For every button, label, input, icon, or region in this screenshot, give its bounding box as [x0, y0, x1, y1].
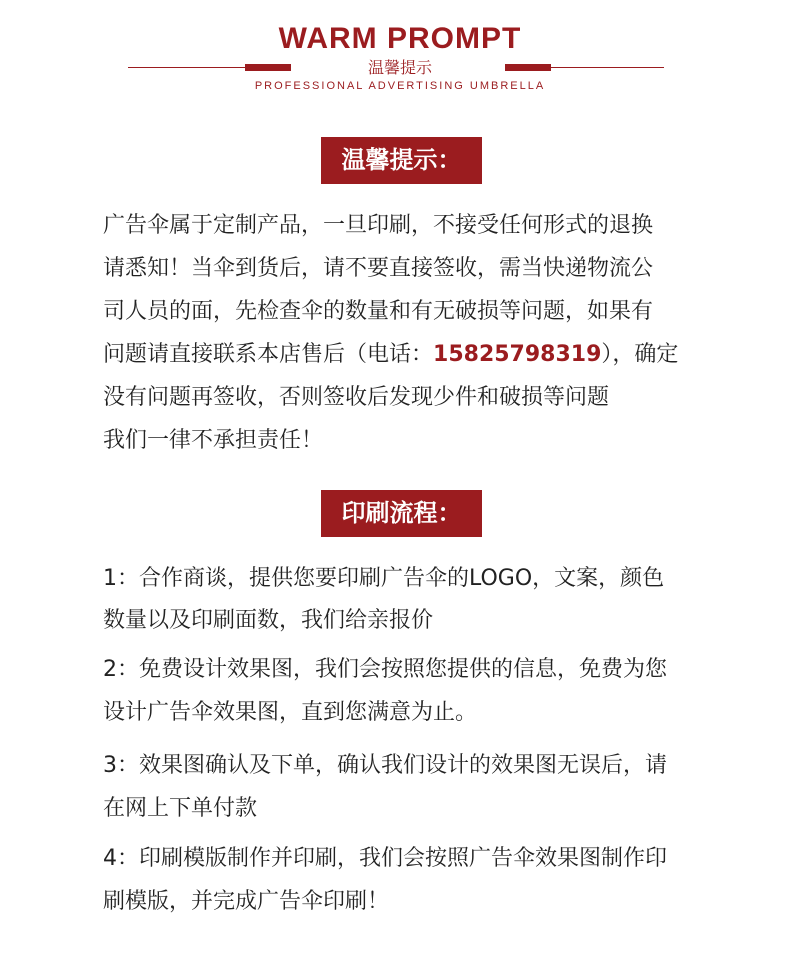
process-step-line: 1：合作商谈，提供您要印刷广告伞的LOGO，文案，颜色 [103, 566, 665, 591]
process-step-line: 2：免费设计效果图，我们会按照您提供的信息，免费为您 [103, 657, 667, 682]
process-step-line: 4：印刷模版制作并印刷，我们会按照广告伞效果图制作印 [103, 846, 667, 871]
warm-tip-line: 我们一律不承担责任！ [103, 428, 324, 453]
warm-tip-line: 司人员的面，先检查伞的数量和有无破损等问题，如果有 [103, 299, 654, 324]
process-step-line: 在网上下单付款 [103, 796, 258, 821]
header [0, 0, 800, 110]
header-subtitle-en: PROFESSIONAL ADVERTISING UMBRELLA [254, 80, 546, 92]
divider-block-right [505, 64, 551, 71]
process-step-line: 设计广告伞效果图，直到您满意为止。 [103, 700, 478, 725]
phone-number: 15825798319 [433, 342, 602, 367]
warm-tip-line: 广告伞属于定制产品，一旦印刷，不接受任何形式的退换 [103, 213, 654, 238]
process-step-line: 3：效果图确认及下单，确认我们设计的效果图无误后，请 [103, 753, 667, 778]
warm-tip-line: 请悉知！当伞到货后，请不要直接签收，需当快递物流公 [103, 256, 654, 281]
header-title-zh: 温馨提示 [367, 58, 432, 77]
process-step-line: 刷模版，并完成广告伞印刷！ [103, 889, 390, 914]
warm-tip-phone-line [103, 341, 678, 369]
divider-line-right [548, 67, 664, 68]
header-title-en: WARM PROMPT [278, 22, 522, 55]
phone-line-before: 问题请直接联系本店售后（电话： [103, 342, 434, 367]
printing-process-label: 印刷流程： [321, 490, 482, 537]
phone-line-after: ），确定 [601, 342, 679, 367]
warm-tip-label: 温馨提示： [321, 137, 482, 184]
process-step-line: 数量以及印刷面数，我们给亲报价 [103, 608, 434, 633]
warm-tip-line: 没有问题再签收，否则签收后发现少件和破损等问题 [103, 385, 610, 410]
